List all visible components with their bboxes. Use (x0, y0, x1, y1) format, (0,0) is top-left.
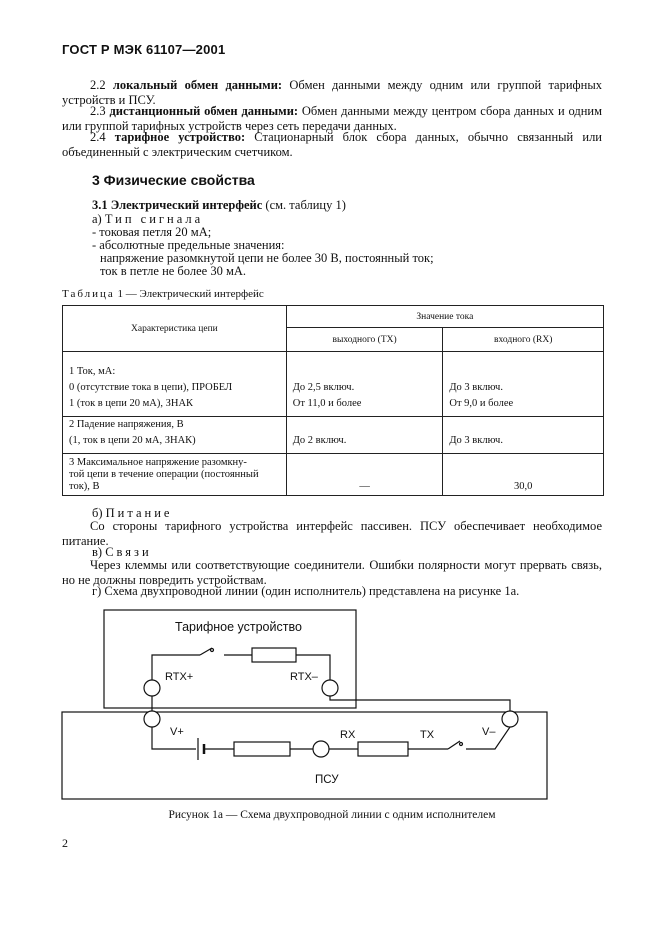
table-cell: 1 (ток в цепи 20 мА), ЗНАК (69, 398, 194, 409)
definition-number: 2.3 (90, 104, 106, 118)
definition-term: локальный обмен данными: (112, 78, 283, 92)
definition-text: Обмен данными между одним или группой тарифных устройств и ПСУ. (62, 78, 602, 107)
item-title: Связи (105, 545, 152, 559)
rx-label: RX (340, 729, 356, 741)
table-cell: До 2 включ. (292, 435, 347, 446)
rtx-minus-label: RTX– (290, 671, 318, 683)
item-g-text: г) Схема двухпроводной линии (один исполнитель) представлена на рисунке 1а. (92, 584, 520, 598)
definition-number: 2.2 (90, 78, 106, 92)
wire (330, 696, 510, 711)
switch-contact (460, 743, 463, 746)
item-a-line: - токовая петля 20 мА; (92, 225, 212, 239)
item-label: а) (92, 212, 102, 226)
definition-text: Обмен данными между центром сбора данных и одним или группой тарифных устройств через сеть передачи данных. (62, 104, 602, 133)
item-a-line: напряжение разомкнутой цепи не более 30 В, постоянный ток; (100, 251, 434, 265)
psu-box (62, 712, 547, 799)
table-cell: До 2,5 включ. (292, 382, 355, 393)
table-cell: От 9,0 и более (449, 398, 514, 409)
switch-contact (211, 649, 214, 652)
table-caption-word: Таблица (62, 288, 115, 300)
table-cell: 30,0 (514, 481, 533, 492)
table-cell: От 11,0 и более (292, 398, 362, 409)
table-cell: ток), В (69, 481, 100, 492)
subsection-number: 3.1 (92, 198, 108, 212)
section-title: 3 Физические свойства (92, 172, 255, 188)
document-header: ГОСТ Р МЭК 61107—2001 (62, 42, 226, 57)
switch-icon (448, 741, 460, 749)
table-header-tx: выходного (TX) (286, 328, 443, 352)
table-cell: 1 Ток, мА: (69, 366, 116, 377)
table-caption-rest: 1 — Электрический интерфейс (117, 288, 264, 300)
definition-number: 2.4 (90, 130, 106, 144)
paragraph-text: Со стороны тарифного устройства интерфейс пассивен. ПСУ обеспечивает необходимое питание. (62, 519, 602, 548)
item-label: б) (92, 506, 103, 520)
v-plus-label: V+ (170, 726, 184, 738)
item-title: Питание (105, 506, 173, 520)
meter-icon (313, 741, 329, 757)
terminal-v-plus (144, 711, 160, 727)
table-cell: 0 (отсутствие тока в цепи), ПРОБЕЛ (69, 382, 233, 393)
table-cell: — (359, 481, 370, 492)
item-label: в) (92, 545, 103, 559)
table-cell: той цепи в течение операции (постоянный (69, 469, 259, 480)
table-cell: 2 Падение напряжения, В (69, 419, 184, 430)
table-cell: (1, ток в цепи 20 мА, ЗНАК) (69, 435, 196, 446)
resistor-icon (234, 742, 290, 756)
subsection-term: Электрический интерфейс (110, 198, 263, 212)
item-a-line: - абсолютные предельные значения: (92, 238, 285, 252)
definition-text: Стационарный блок сбора данных, обычно связанный или объединенный с электрическим счетчиком. (62, 130, 602, 159)
definition-term: дистанционный обмен данными: (109, 104, 299, 118)
table-cell: 3 Максимальное напряжение разомкну- (69, 457, 247, 468)
item-title: Тип сигнала (104, 212, 204, 226)
terminal-v-minus (502, 711, 518, 727)
subsection-rest: (см. таблицу 1) (262, 198, 346, 212)
table-cell: До 3 включ. (449, 382, 503, 393)
terminal-rtx-minus (322, 680, 338, 696)
psu-label: ПСУ (315, 774, 339, 786)
table-cell: До 3 включ. (449, 435, 503, 446)
tx-label: TX (420, 729, 435, 741)
paragraph-text: Через клеммы или соответствующие соединители. Ошибки полярности могут прервать связь, но не должны повредить устройствам. (62, 558, 602, 587)
rtx-plus-label: RTX+ (165, 671, 194, 683)
page-number: 2 (62, 836, 68, 850)
table-header-current: Значение тока (286, 306, 603, 328)
resistor-icon (252, 648, 296, 662)
table-header-rx: входного (RX) (443, 328, 604, 352)
v-minus-label: V– (482, 726, 496, 738)
resistor-icon (358, 742, 408, 756)
figure-caption: Рисунок 1а — Схема двухпроводной линии с одним исполнителем (168, 809, 496, 821)
item-a-line: ток в петле не более 30 мА. (100, 264, 247, 278)
definition-term: тарифное устройство: (114, 130, 246, 144)
table-header-characteristic: Характеристика цепи (63, 306, 287, 352)
tariff-device-label: Тарифное устройство (175, 620, 302, 634)
terminal-rtx-plus (144, 680, 160, 696)
